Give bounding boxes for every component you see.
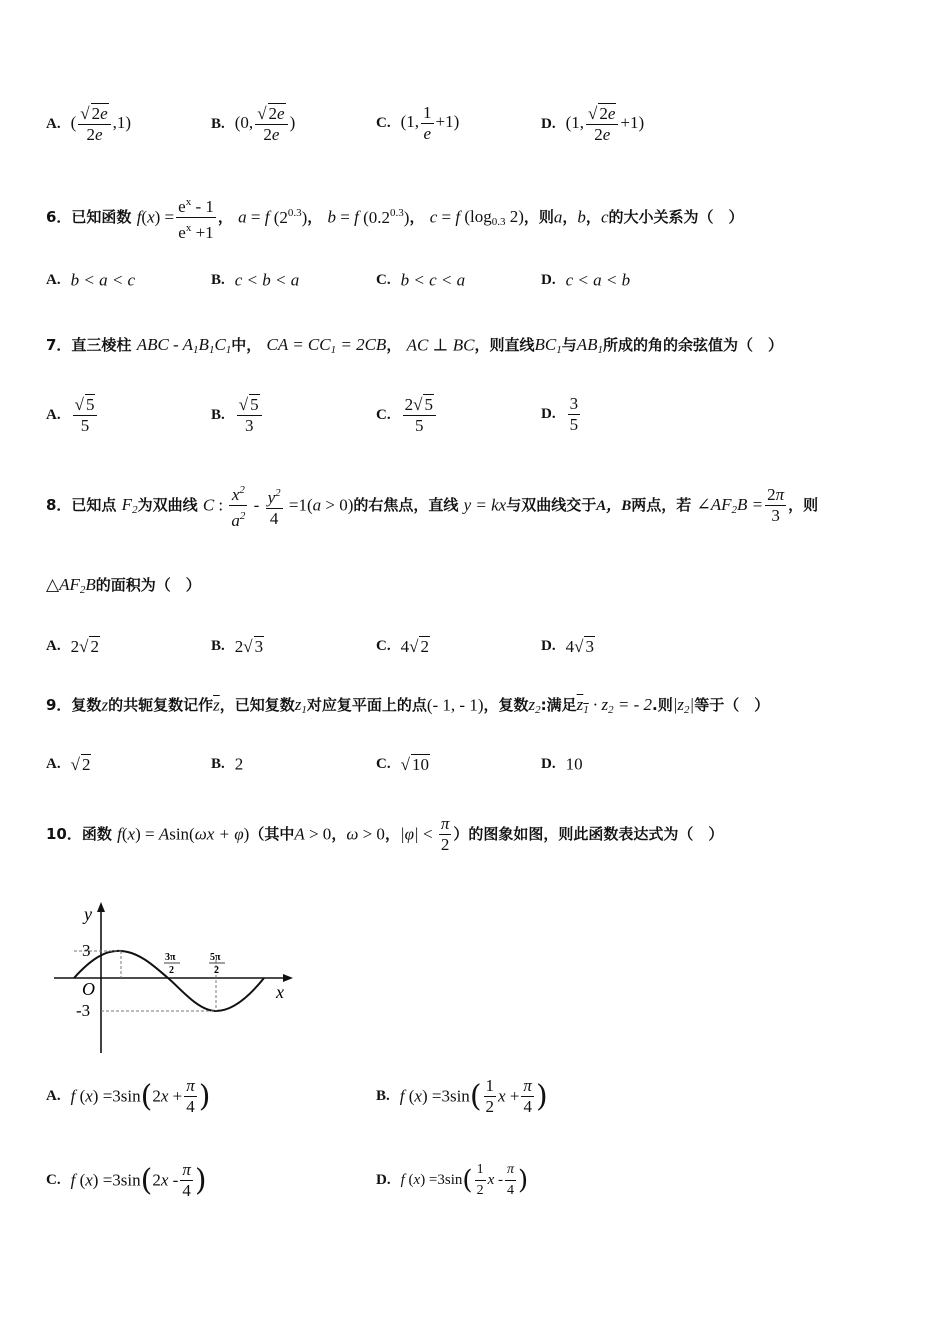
- x-tick-3pi2-den: 2: [169, 965, 174, 976]
- option-label: C.: [376, 115, 391, 131]
- q7-option-c[interactable]: C. $\frac{2√ 5}{5}$: [376, 394, 438, 436]
- q8-option-b[interactable]: B. 2√ 3: [211, 637, 264, 656]
- q8-option-c[interactable]: C. 4√ 2: [376, 637, 429, 656]
- q8-option-a[interactable]: A. 2√ 2: [46, 637, 99, 656]
- q6-option-d[interactable]: D. c < a < b: [541, 270, 631, 290]
- option-label: D.: [541, 115, 556, 132]
- y-axis-label: y: [84, 904, 92, 924]
- y-tick-neg3: -3: [76, 1001, 91, 1020]
- q9-option-a[interactable]: A. √ 2: [46, 755, 91, 774]
- q8-option-d[interactable]: D. 4√ 3: [541, 637, 594, 656]
- x-tick-5pi2-num: 5π: [210, 952, 221, 963]
- sine-graph: [48, 898, 298, 1058]
- q6-option-c[interactable]: C. b < c < a: [376, 270, 466, 290]
- question-9: 9．复数z的共轭复数记作$\overline{z}$，已知复数$z_1$对应复平面上的点(- 1, - 1)，复数$z_2$:满足$z_1 \cdot z_2$ = - 2.则$|z_2|$等于（ ）: [46, 695, 770, 716]
- q5-option-d[interactable]: D. (1, $\frac{√ 2e}{2e}$ +1): [541, 104, 645, 144]
- y-tick-3: 3: [82, 941, 91, 960]
- option-label: B.: [211, 115, 225, 132]
- question-6: 6．已知函数 f(x) = $\frac{e^x - 1}{e^x +1}$ ， a = f $(2^{0.3})$， b = f $(0.2^{0.3})$， c = f ($\log_{0.3}$ 2)，则a，b，c的大小关系为（ ）: [46, 192, 744, 243]
- q6-option-b[interactable]: B. c < b < a: [211, 270, 300, 290]
- q7-option-d[interactable]: D. $\frac{3}{5}$: [541, 394, 579, 434]
- q10-option-d[interactable]: D. f (x) =3sin( $\frac{1}{2}$ x - $\frac{\pi}{4}$ ): [376, 1162, 529, 1198]
- x-tick-5pi2-den: 2: [214, 965, 219, 976]
- q10-option-c[interactable]: C. f (x) =3sin(2x - $\frac{\pi}{4}$ ): [46, 1160, 207, 1200]
- q5-option-c[interactable]: C. (1, $\frac{1}{e}$ +1): [376, 103, 460, 143]
- q7-option-a[interactable]: A. $\frac{√ 5}{5}$: [46, 394, 99, 436]
- q5-option-a[interactable]: A. ( $\frac{√ 2e}{2e}$ ,1): [46, 104, 132, 144]
- question-8-line2: $\triangle AF_2B$的面积为（ ）: [46, 575, 201, 596]
- origin-label: O: [82, 979, 95, 999]
- question-7: 7．直三棱柱 ABC - $A_1B_1C_1$中， CA = $CC_1 = 2CB$， AC ⊥ BC，则直线$BC_1$与$AB_1$所成的角的余弦值为（ ）: [46, 335, 784, 356]
- x-tick-3pi2-num: 3π: [165, 952, 176, 963]
- q5-option-b[interactable]: B. (0, $\frac{√ 2e}{2e}$ ): [211, 104, 296, 144]
- y-axis-arrow: [97, 902, 105, 912]
- x-axis-arrow: [283, 974, 293, 982]
- question-8: 8．已知点 $F_2$为双曲线 C : $\frac{x^2}{a^2}$ - $\frac{y^2}{4}$ =1(a > 0)的右焦点，直线 y = kx与双曲线交于A，B两点，若 $\angle AF_2B$ = $\frac{2\pi}{3}$ ，则: [46, 480, 818, 531]
- option-label: A.: [46, 115, 61, 132]
- q6-option-a[interactable]: A. b < a < c: [46, 270, 136, 290]
- x-axis-label: x: [276, 982, 284, 1002]
- question-10: 10．函数 f(x) = Asin(ωx + φ)（其中A > 0，ω > 0，|φ| < $\frac{\pi}{2}$ ）的图象如图，则此函数表达式为（ ）: [46, 814, 724, 854]
- q10-option-a[interactable]: A. f (x) =3sin(2x + $\frac{\pi}{4}$ ): [46, 1076, 211, 1116]
- q10-option-b[interactable]: B. f (x) =3sin( $\frac{1}{2}$ x + $\frac{\pi}{4}$ ): [376, 1076, 548, 1116]
- q9-option-b[interactable]: B. 2: [211, 754, 244, 774]
- q9-option-c[interactable]: C. √ 10: [376, 755, 429, 774]
- q9-option-d[interactable]: D. 10: [541, 754, 583, 774]
- q7-option-b[interactable]: B. $\frac{√ 5}{3}$: [211, 394, 264, 436]
